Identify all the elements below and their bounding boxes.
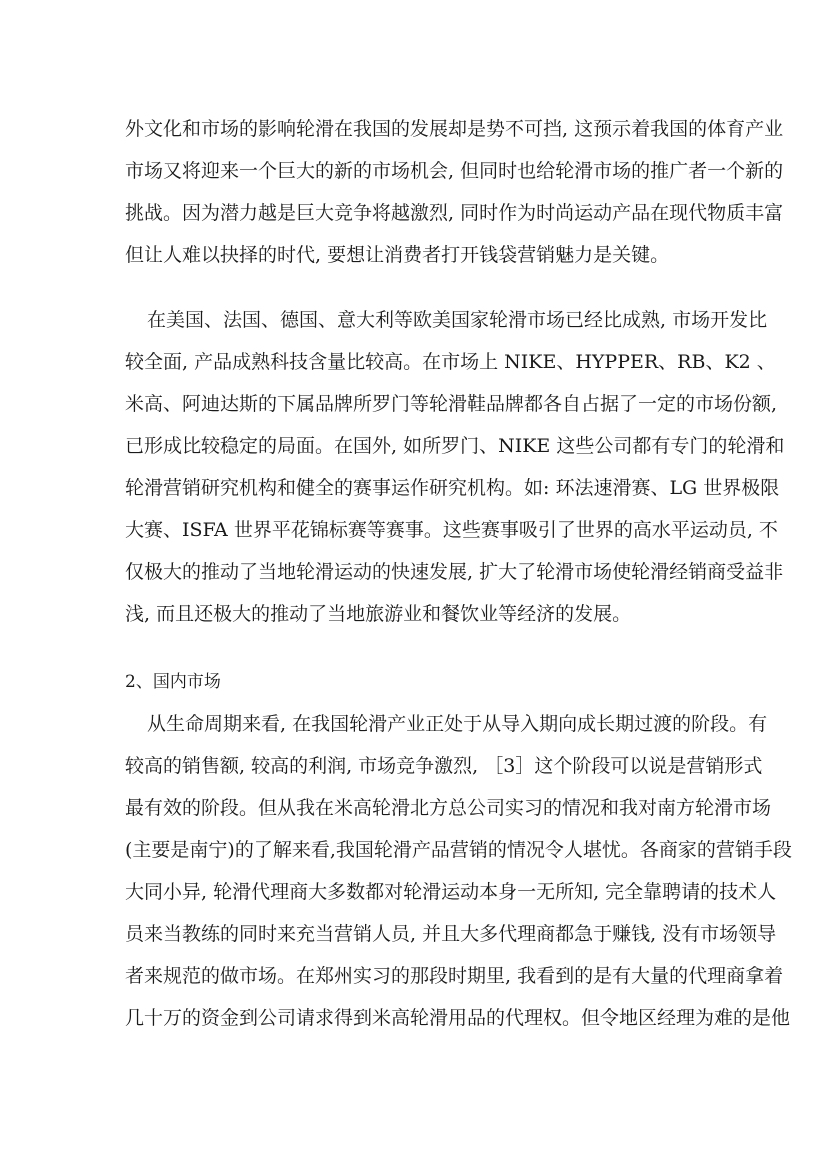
p3-line-4: (主要是南宁)的了解来看,我国轮滑产品营销的情况令人堪忧。各商家的营销手段	[125, 839, 792, 861]
p3-line-7: 者来规范的做市场。在郑州实习的那段时期里, 我看到的是有大量的代理商拿着	[125, 965, 784, 987]
p2-line-5: 轮滑营销研究机构和健全的赛事运作研究机构。如: 环法速滑赛、LG 世界极限	[125, 477, 780, 499]
section-heading-domestic-market: 2、国内市场	[125, 672, 221, 692]
p1-line-2: 市场又将迎来一个巨大的新的市场机会, 但同时也给轮滑市场的推广者一个新的	[125, 160, 784, 182]
p1-line-4: 但让人难以抉择的时代, 要想让消费者打开钱袋营销魅力是关键。	[125, 244, 670, 266]
p3-line-5: 大同小异, 轮滑代理商大多数都对轮滑运动本身一无所知, 完全靠聘请的技术人	[125, 881, 777, 903]
p3-line-3: 最有效的阶段。但从我在米高轮滑北方总公司实习的情况和我对南方轮滑市场	[125, 797, 772, 819]
p2-line-3: 米高、阿迪达斯的下属品牌所罗门等轮滑鞋品牌都各自占据了一定的市场份额,	[125, 393, 778, 415]
p3-line-6: 员来当教练的同时来充当营销人员, 并且大多代理商都急于赚钱, 没有市场领导	[125, 923, 777, 945]
p3-line-2: 较高的销售额, 较高的利润, 市场竞争激烈, ［3］这个阶段可以说是营销形式	[125, 755, 763, 777]
p2-line-8: 浅, 而且还极大的推动了当地旅游业和餐饮业等经济的发展。	[125, 603, 632, 625]
p2-line-2: 较全面, 产品成熟科技含量比较高。在市场上 NIKE、HYPPER、RB、K2 、	[125, 351, 776, 373]
p1-line-3: 挑战。因为潜力越是巨大竞争将越激烈, 同时作为时尚运动产品在现代物质丰富	[125, 202, 784, 224]
p3-line-8: 几十万的资金到公司请求得到米高轮滑用品的代理权。但令地区经理为难的是他	[125, 1007, 791, 1029]
p2-line-1: 在美国、法国、德国、意大利等欧美国家轮滑市场已经比成熟, 市场开发比	[147, 309, 768, 331]
p1-line-1: 外文化和市场的影响轮滑在我国的发展却是势不可挡, 这预示着我国的体育产业	[125, 118, 784, 140]
p2-line-7: 仅极大的推动了当地轮滑运动的快速发展, 扩大了轮滑市场使轮滑经销商受益非	[125, 561, 784, 583]
p2-line-6: 大赛、ISFA 世界平花锦标赛等赛事。这些赛事吸引了世界的高水平运动员, 不	[125, 519, 778, 541]
p2-line-4: 已形成比较稳定的局面。在国外, 如所罗门、NIKE 这些公司都有专门的轮滑和	[125, 435, 785, 457]
p3-line-1: 从生命周期来看, 在我国轮滑产业正处于从导入期向成长期过渡的阶段。有	[147, 713, 768, 735]
